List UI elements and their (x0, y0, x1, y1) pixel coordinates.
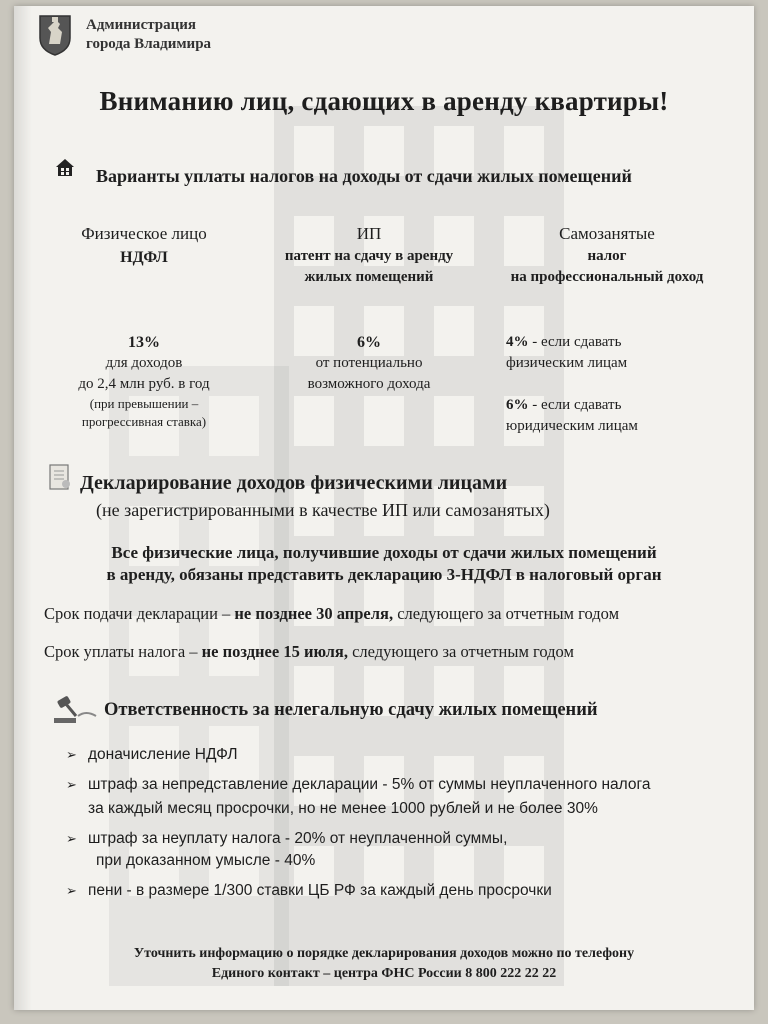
column-ip-rate-block (264, 332, 474, 395)
liability-item-line-1: доначисление НДФЛ (88, 746, 238, 763)
self-employed-rate-b-line-2: юридическим лицам (506, 418, 638, 434)
liability-item-line-1: пени - в размере 1/300 ставки ЦБ РФ за каждый день просрочки (88, 882, 552, 899)
column-self-employed-subtitle-2: на профессиональный доход (510, 269, 704, 285)
column-self-employed (482, 222, 732, 288)
arrow-right-icon: ➢ (66, 777, 77, 792)
deadline-declaration-label: Срок подачи декларации – (44, 604, 235, 623)
deadline-payment-label: Срок уплаты налога – (44, 642, 202, 661)
org-line-1: Администрация (86, 17, 197, 33)
contact-footer (14, 944, 754, 984)
column-self-employed-subtitle-1: налог (587, 248, 627, 264)
liability-list (66, 744, 746, 910)
column-ip-rate: 6% (357, 334, 381, 351)
column-self-employed-rate-block (506, 332, 736, 437)
gavel-icon (50, 694, 98, 728)
column-ip-subtitle-2: жилых помещений (304, 269, 434, 285)
liability-item-line-1: штраф за неуплату налога - 20% от неуплаченной суммы, (88, 830, 508, 847)
contact-footer-line-1: Уточнить информацию о порядке декларирования доходов можно по телефону (133, 946, 635, 961)
column-ip-line-2: возможного дохода (307, 376, 431, 392)
self-employed-rate-a-text: - если сдавать (528, 334, 622, 350)
section-liability-heading: Ответственность за нелегальную сдачу жилых помещений (104, 700, 598, 720)
column-ip-line-1: от потенциально (315, 355, 423, 371)
column-individual-title: Физическое лицо (81, 224, 207, 243)
section-declaration-subheading: (не зарегистрированными в качестве ИП или самозанятых) (96, 500, 550, 520)
contact-footer-line-2: Единого контакт – центра ФНС России 8 800 222 22 22 (211, 966, 557, 981)
column-individual-line-2: до 2,4 млн руб. в год (78, 376, 210, 392)
house-icon (54, 156, 76, 178)
column-individual-line-4: прогрессивная ставка) (81, 414, 207, 429)
org-line-2: города Владимира (86, 36, 212, 52)
deadline-payment-date: не позднее 15 июля, (201, 642, 348, 661)
section-declaration-heading: Декларирование доходов физическими лицами (80, 472, 508, 494)
section-tax-options-heading: Варианты уплаты налогов на доходы от сдачи жилых помещений (96, 166, 632, 186)
column-individual-subtitle: НДФЛ (120, 249, 168, 266)
column-ip-subtitle-1: патент на сдачу в аренду (284, 248, 454, 264)
deadline-declaration-suffix: следующего за отчетным годом (393, 604, 620, 623)
page-title: Вниманию лиц, сдающих в аренду квартиры! (99, 86, 669, 116)
column-individual (44, 222, 244, 270)
deadline-declaration-date: не позднее 30 апреля, (234, 604, 394, 623)
deadline-declaration (44, 604, 619, 624)
arrow-right-icon: ➢ (66, 831, 77, 846)
arrow-right-icon: ➢ (66, 747, 77, 762)
liability-item-line-1: штраф за непредставление декларации - 5% от суммы неуплаченного налога (88, 776, 651, 793)
declaration-notice-line-1: Все физические лица, получившие доходы от сдачи жилых помещений (111, 543, 657, 562)
column-ip (264, 222, 474, 288)
deadline-payment (44, 642, 574, 662)
liability-item (66, 880, 746, 902)
column-individual-rate: 13% (128, 334, 160, 351)
declaration-notice-line-2: в аренду, обязаны представить декларацию 3-НДФЛ в налоговый орган (106, 565, 662, 584)
liability-item (66, 828, 746, 872)
arrow-right-icon: ➢ (66, 883, 77, 898)
city-coat-of-arms-icon (38, 14, 72, 56)
deadline-payment-suffix: следующего за отчетным годом (347, 642, 574, 661)
self-employed-rate-b: 6% (506, 397, 529, 413)
column-individual-line-3: (при превышении – (89, 396, 199, 411)
self-employed-rate-a: 4% (506, 334, 529, 350)
page-shadow (14, 6, 32, 1010)
document-icon (46, 462, 74, 492)
column-self-employed-title: Самозанятые (559, 224, 655, 243)
self-employed-rate-a-line-2: физическим лицам (506, 355, 628, 371)
liability-item (66, 744, 746, 766)
self-employed-rate-legal (506, 395, 736, 416)
self-employed-rate-individuals (506, 332, 736, 353)
self-employed-rate-b-text: - если сдавать (528, 397, 622, 413)
column-individual-line-1: для доходов (105, 355, 183, 371)
column-ip-title: ИП (356, 224, 382, 243)
liability-item (66, 774, 746, 820)
column-individual-rate-block (44, 332, 244, 431)
liability-item-line-2: за каждый месяц просрочки, но не менее 1000 рублей и не более 30% (88, 800, 598, 817)
declaration-notice (14, 542, 754, 586)
liability-item-line-2: при доказанном умысле - 40% (96, 852, 316, 869)
notice-sheet (14, 6, 754, 1010)
org-name (86, 16, 211, 54)
